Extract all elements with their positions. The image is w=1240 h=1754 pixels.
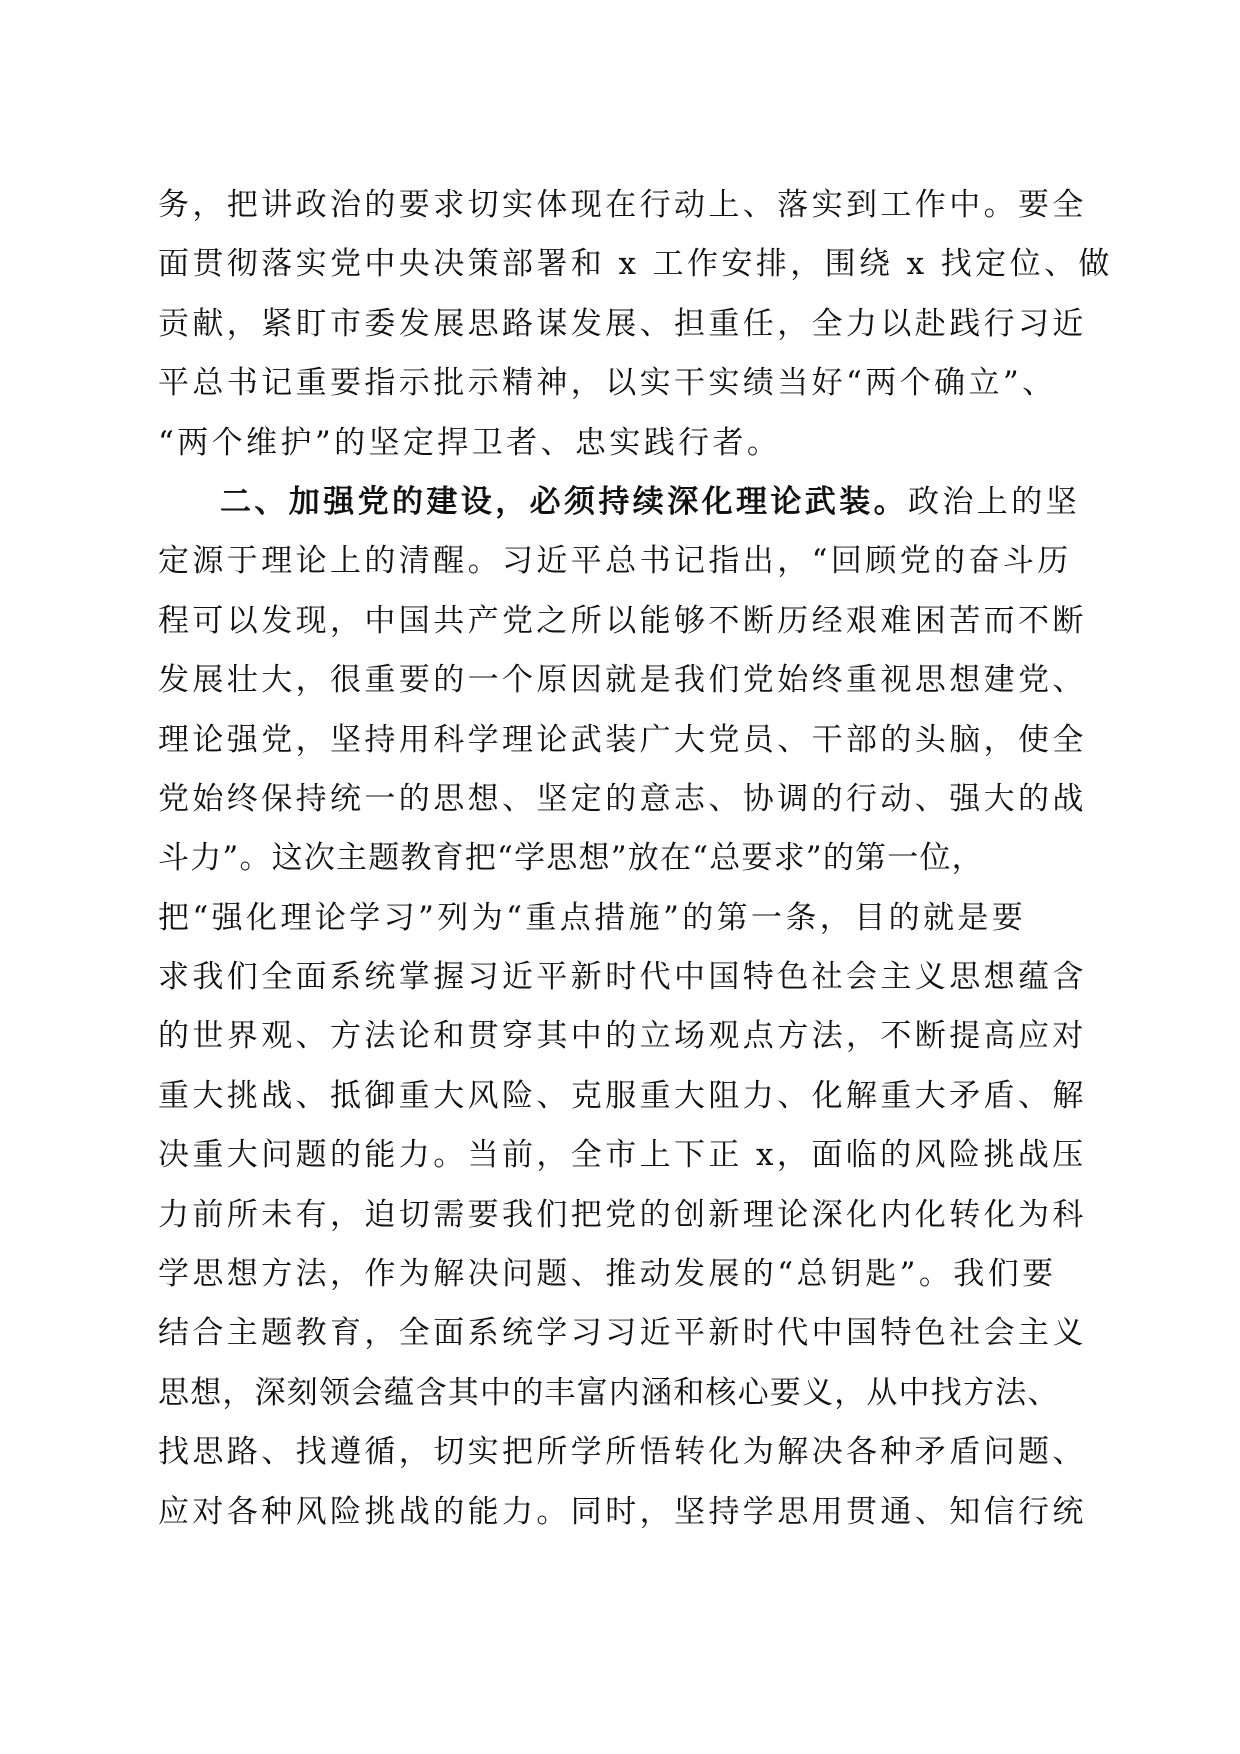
paragraph-line: 面贯彻落实党中央决策部署和 x 工作安排，围绕 x 找定位、做: [158, 246, 1113, 283]
paragraph-line: “两个维护”的坚定捍卫者、忠实践行者。: [158, 424, 782, 461]
paragraph-line: 结合主题教育，全面系统学习习近平新时代中国特色社会主义: [158, 1315, 1087, 1352]
paragraph-line: 发展壮大，很重要的一个原因就是我们党始终重视思想建党、: [158, 662, 1087, 699]
paragraph-line: 务，把讲政治的要求切实体现在行动上、落实到工作中。要全: [158, 187, 1087, 223]
section-heading-line: [158, 473, 1088, 532]
paragraph-line: 学思想方法，作为解决问题、推动发展的“总钥匙”。我们要: [158, 1256, 1057, 1293]
paragraph-line: 决重大问题的能力。当前，全市上下正 x，面临的风险挑战压: [158, 1137, 1087, 1174]
paragraph-line: 求我们全面系统掌握习近平新时代中国特色社会主义思想蕴含: [158, 959, 1087, 996]
section-heading: 二、加强党的建设，必须持续深化理论武装。: [220, 483, 908, 520]
paragraph-line: 定源于理论上的清醒。习近平总书记指出，“回顾党的奋斗历: [158, 543, 1072, 580]
paragraph-line: 理论强党，坚持用科学理论武装广大党员、干部的头脑，使全: [158, 721, 1087, 758]
paragraph-line: 的世界观、方法论和贯穿其中的立场观点方法，不断提高应对: [158, 1018, 1087, 1055]
paragraph-line: 力前所未有，迫切需要我们把党的创新理论深化内化转化为科: [158, 1196, 1087, 1233]
paragraph-line: 重大挑战、抵御重大风险、克服重大阻力、化解重大矛盾、解: [158, 1077, 1087, 1114]
paragraph-line: 应对各种风险挑战的能力。同时，坚持学思用贯通、知信行统: [158, 1493, 1087, 1530]
paragraph-line: 把“强化理论学习”列为“重点措施”的第一条，目的就是要: [158, 899, 1027, 936]
paragraph-line: 贡献，紧盯市委发展思路谋发展、担重任，全力以赴践行习近: [158, 305, 1087, 342]
paragraph-line: 党始终保持统一的思想、坚定的意志、协调的行动、强大的战: [158, 780, 1087, 817]
body-text: [158, 176, 1113, 1542]
section-heading-rest: 政治上的坚: [908, 483, 1080, 520]
paragraph-line: 平总书记重要指示批示精神，以实干实绩当好“两个确立”、: [158, 365, 1057, 402]
paragraph-line: 思想，深刻领会蕴含其中的丰富内涵和核心要义，从中找方法、: [158, 1374, 1060, 1411]
paragraph-line: 找思路、找遵循，切实把所学所悟转化为解决各种矛盾问题、: [158, 1434, 1087, 1471]
paragraph-line: 程可以发现，中国共产党之所以能够不断历经艰难困苦而不断: [158, 602, 1087, 639]
paragraph-line: 斗力”。这次主题教育把“学思想”放在“总要求”的第一位，: [158, 840, 984, 877]
